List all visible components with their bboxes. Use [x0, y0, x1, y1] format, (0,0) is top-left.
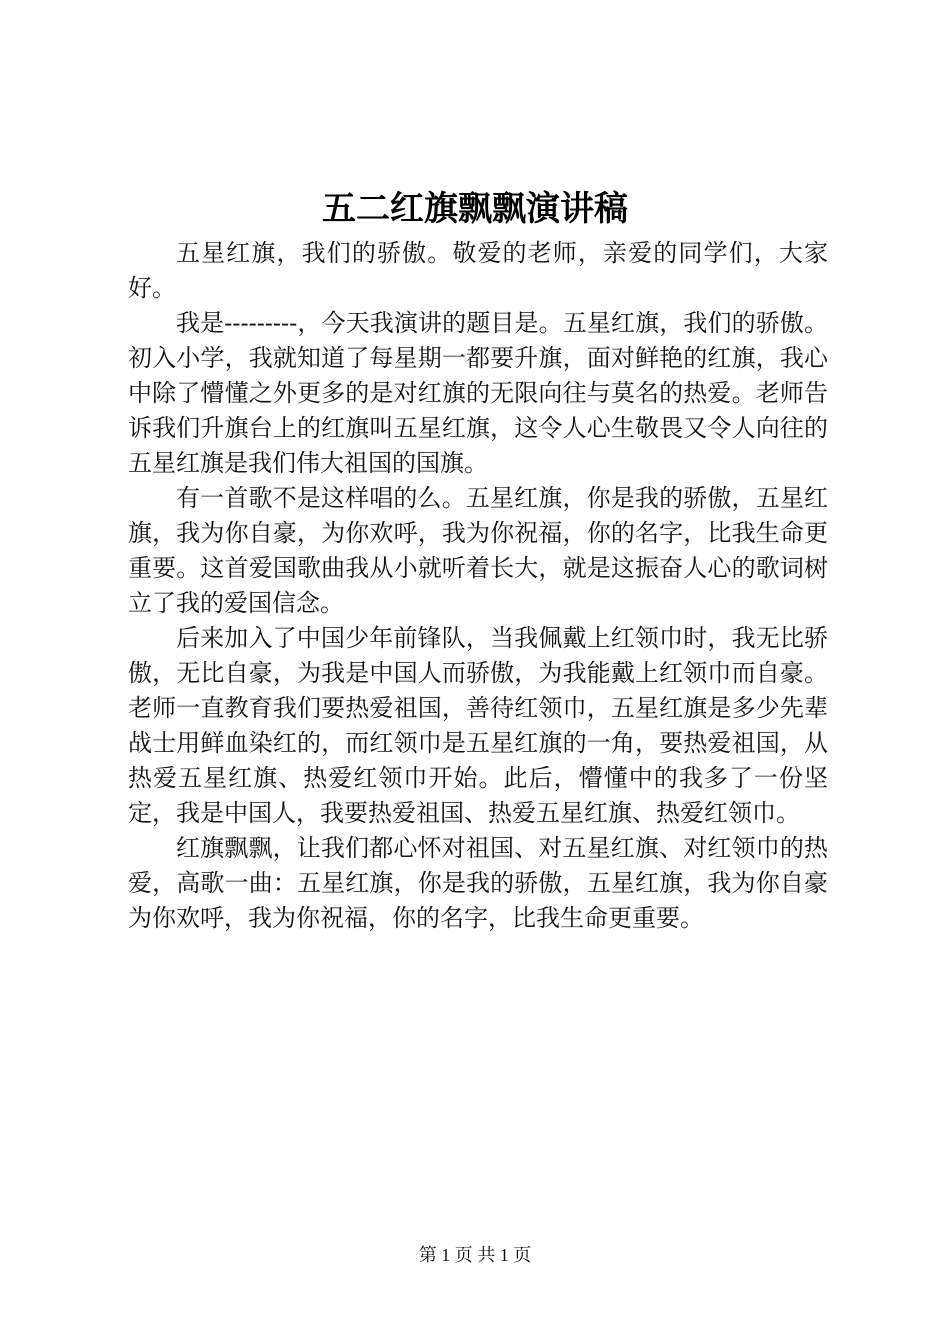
document-body: [128, 236, 828, 936]
paragraph-introduction: 我是---------，今天我演讲的题目是。五星红旗，我们的骄傲。初入小学，我就知道了每星期一都要升旗，面对鲜艳的红旗，我心中除了懵懂之外更多的是对红旗的无限向往与莫名的热爱。老师告诉我们升旗台上的红旗叫五星红旗，这令人心生敬畏又令人向往的五星红旗是我们伟大祖国的国旗。: [128, 309, 828, 477]
paragraph-greeting: 五星红旗，我们的骄傲。敬爱的老师，亲爱的同学们，大家好。: [128, 239, 828, 302]
paragraph-conclusion: 红旗飘飘，让我们都心怀对祖国、对五星红旗、对红领巾的热爱，高歌一曲：五星红旗，你是我的骄傲，五星红旗，我为你自豪为你欢呼，我为你祝福，你的名字，比我生命更重要。: [128, 834, 828, 932]
page-number-footer: 第 1 页 共 1 页: [418, 1245, 532, 1265]
document-title: 五二红旗飘飘演讲稿: [322, 189, 628, 229]
paragraph-song: 有一首歌不是这样唱的么。五星红旗，你是我的骄傲，五星红旗，我为你自豪，为你欢呼，我为你祝福，你的名字，比我生命更重要。这首爱国歌曲我从小就听着长大，就是这振奋人心的歌词树立了我的爱国信念。: [128, 484, 828, 617]
paragraph-red-scarf: 后来加入了中国少年前锋队，当我佩戴上红领巾时，我无比骄傲，无比自豪，为我是中国人而骄傲，为我能戴上红领巾而自豪。老师一直教育我们要热爱祖国，善待红领巾，五星红旗是多少先辈战士用鲜血染红的，而红领巾是五星红旗的一角，要热爱祖国，从热爱五星红旗、热爱红领巾开始。此后，懵懂中的我多了一份坚定，我是中国人，我要热爱祖国、热爱五星红旗、热爱红领巾。: [128, 624, 828, 827]
